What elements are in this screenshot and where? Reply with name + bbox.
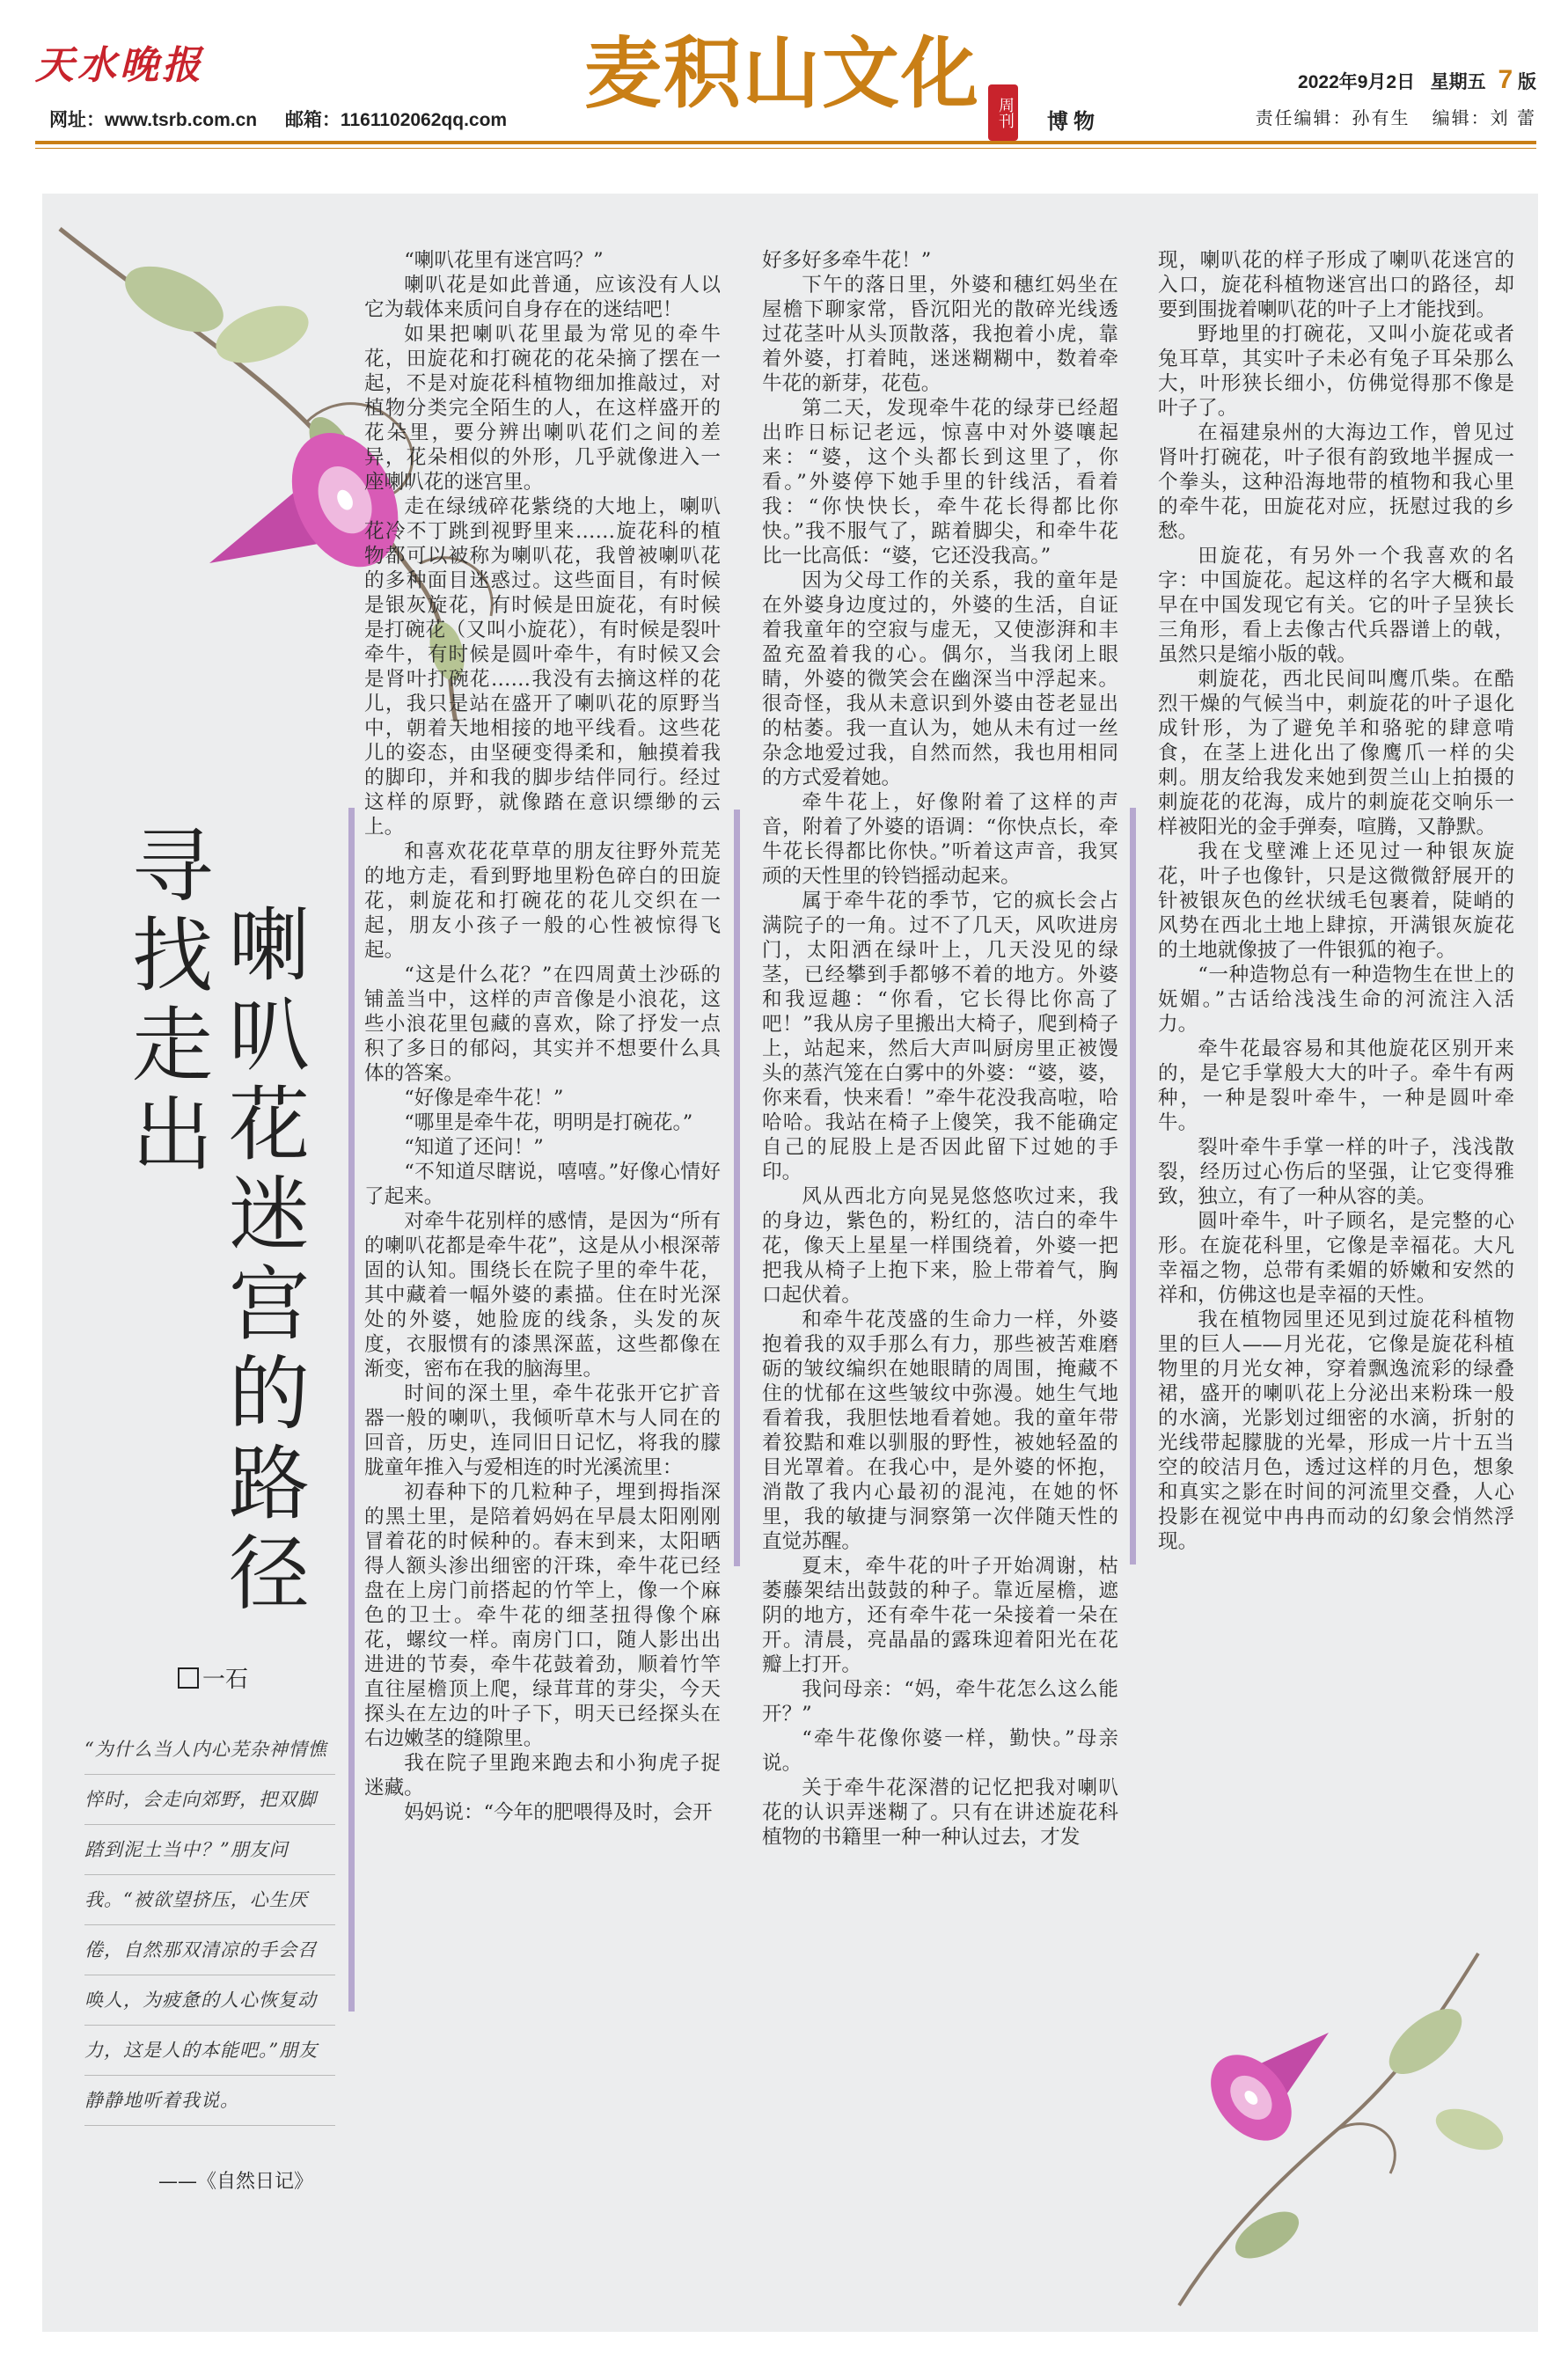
article-paragraph: 夏末，牵牛花的叶子开始凋谢，枯萎藤架结出鼓鼓的种子。靠近屋檐，遮阴的地方，还有牵牛花一朵接着一朵在开。清晨，亮晶晶的露珠迎着阳光在花瓣上打开。: [762, 1555, 1118, 1676]
article-paragraph: “牵牛花像你婆一样，勤快。”母亲说。: [762, 1727, 1118, 1775]
section-title: 麦积山文化: [584, 28, 981, 119]
epigraph-text: “为什么当人内心芜杂神情憔悴时，会走向郊野，把双脚踏到泥土当中？”朋友问我。“被欲望挤压，心生厌倦，自然那双清凉的手会召唤人，为疲惫的人心恢复动力，这是人的本能吧。”朋友静静地听着我说。: [84, 1725, 335, 2126]
article-paragraph: “哪里是牵牛花，明明是打碗花。”: [404, 1111, 693, 1134]
issue-date: 2022年9月2日: [1298, 72, 1416, 92]
article-subtitle: 寻找走出: [119, 823, 213, 1182]
email-label[interactable]: 邮箱：1161102062qq.com: [284, 110, 508, 130]
author-name: 一石: [202, 1667, 249, 1693]
article-paragraph: 我在植物园里还见到过旋花科植物里的巨人——月光花，它像是旋花科植物里的月光女神，穿着飘逸流彩的绿叠裙，盛开的喇叭花上分泌出来粉珠一般的水滴，光影划过细密的水滴，折射的光线带起朦胧的光晕，形成一片十五当空的皎洁月色，透过这样的月色，想象和真实之影在时间的河流里交叠，人心投影在视觉中冉冉而动的幻象会悄然浮现。: [1158, 1308, 1514, 1553]
article-paragraph: 我在院子里跑来跑去和小狗虎子捉迷藏。: [364, 1752, 721, 1799]
article-paragraph: 初春种下的几粒种子，埋到拇指深的黑土里，是陪着妈妈在早晨太阳刚刚冒着花的时候种的。春末到来，太阳晒得人额头渗出细密的汗珠，牵牛花已经盘在上房门前搭起的竹竿上，像一个麻色的卫士。牵牛花的细茎扭得像个麻花，螺纹一样。南房门口，随人影出出进进的节奏，牵牛花鼓着劲，顺着竹竿直往屋檐顶上爬，绿茸茸的芽尖，今天探头在左边的叶子下，明天已经探头在右边嫩茎的缝隙里。: [364, 1481, 721, 1750]
article-paragraph: 下午的落日里，外婆和穗红妈坐在屋檐下聊家常，昏沉阳光的散碎光线透过花茎叶从头顶散落，我抱着小虎，靠着外婆，打着盹，迷迷糊糊中，数着牵牛花的新芽，花苞。: [762, 274, 1118, 395]
article-paragraph: 我问母亲：“妈，牵牛花怎么这么能开？”: [762, 1678, 1118, 1726]
article-title: 喇叭花迷宫的路径: [216, 902, 310, 1620]
article-paragraph: 走在绿绒碎花紫绕的大地上，喇叭花冷不丁跳到视野里来……旋花科的植物都可以被称为喇叭花，我曾被喇叭花的多种面目迷惑过。这些面目，有时候是银灰旋花，有时候是田旋花，有时候是打碗花（又叫小旋花），有时候是裂叶牵牛，有时候是圆叶牵牛，有时候又会是肾叶打碗花……我没有去摘这样的花儿，我只是站在盛开了喇叭花的原野当中，朝着天地相接的地平线看。这些花儿的姿态，由坚硬变得柔和，触摸着我的脚印，并和我的脚步结伴同行。经过这样的原野，就像踏在意识缥缈的云上。: [364, 495, 721, 839]
editor-credits: [1256, 104, 1536, 129]
article-paragraph: 好多好多牵牛花！”: [762, 249, 932, 272]
article-paragraph: 刺旋花，西北民间叫鹰爪柴。在酷烈干燥的气候当中，刺旋花的叶子退化成针形，为了避免羊和骆驼的肆意啃食，在茎上进化出了像鹰爪一样的尖刺。朋友给我发来她到贺兰山上拍摄的刺旋花的花海，成片的刺旋花交响乐一样被阳光的金手弹奏，喧腾，又静默。: [1158, 668, 1514, 839]
article-paragraph: 妈妈说：“今年的肥喂得及时，会开: [404, 1801, 713, 1824]
article-paragraph: “不知道尽瞎说，嘻嘻。”好像心情好了起来。: [364, 1161, 721, 1208]
article-column-3: [1158, 248, 1514, 1554]
issue-weekday: 星期五: [1430, 72, 1486, 92]
morning-glory-illustration-bottom: [1144, 1901, 1531, 2332]
article-paragraph: 和牵牛花茂盛的生命力一样，外婆抱着我的双手那么有力，那些被苦难磨砺的皱纹编织在她眼睛的周围，掩藏不住的忧郁在这些皱纹中弥漫。她生气地看着我，我胆怯地看着她。我的童年带着狡黠和难以驯服的野性，被她轻盈的目光罩着。在我心中，是外婆的怀抱，消散了我内心最初的混沌，在她的怀里，我的敏捷与洞察第一次伴随天性的直觉苏醒。: [762, 1308, 1118, 1553]
author-box-icon: [178, 1667, 199, 1689]
article-paragraph: 时间的深土里，牵牛花张开它扩音器一般的喇叭，我倾听草木与人同在的回音，历史，连同旧日记忆，将我的朦胧童年推入与爱相连的时光溪流里：: [364, 1382, 721, 1479]
article-column-1: [364, 248, 721, 1825]
section-seal: 周刊: [988, 84, 1018, 141]
article-paragraph: 我在戈壁滩上还见过一种银灰旋花，叶子也像针，只是这微微舒展开的针被银灰色的丝状绒毛包裹着，陡峭的风势在西北土地上肆掠，开满银灰旋花的土地就像披了一件银狐的袍子。: [1158, 840, 1514, 962]
article-paragraph: “知道了还问！”: [404, 1136, 544, 1159]
article-paragraph: 裂叶牵牛手掌一样的叶子，浅浅散裂，经历过心伤后的坚强，让它变得雅致，独立，有了一种从容的美。: [1158, 1136, 1514, 1208]
date-line: [1298, 65, 1536, 95]
epigraph-quote: [84, 1725, 335, 2126]
article-paragraph: 野地里的打碗花，又叫小旋花或者兔耳草，其实叶子未必有兔子耳朵那么大，叶形狭长细小，仿佛觉得那不像是叶子了。: [1158, 323, 1514, 420]
website-label[interactable]: 网址：www.tsrb.com.cn: [49, 110, 258, 130]
contact-info: [49, 106, 530, 132]
article-paragraph: 如果把喇叭花里最为常见的牵牛花，田旋花和打碗花的花朵摘了摆在一起，不是对旋花科植物细加推敲过，对植物分类完全陌生的人，在这样盛开的花朵里，要分辨出喇叭花们之间的差异，花朵相似的外形，几乎就像进入一座喇叭花的迷宫里。: [364, 323, 721, 494]
article-author: [178, 1661, 248, 1694]
article-paragraph: 现，喇叭花的样子形成了喇叭花迷宫的入口，旋花科植物迷宫出口的路径，却要到围拢着喇叭花的叶子上才能找到。: [1158, 249, 1514, 321]
article-paragraph: “这是什么花？”在四周黄土沙砾的铺盖当中，这样的声音像是小浪花，这些小浪花里包藏的喜欢，除了抒发一点积了多日的郁闷，其实并不想要什么具体的答案。: [364, 964, 721, 1085]
article-paragraph: 第二天，发现牵牛花的绿芽已经超出昨日标记老远，惊喜中对外婆嚷起来：“婆，这个头都长到这里了，你看。”外婆停下她手里的针线活，看着我：“你快快长，牵牛花长得都比你快。”我不服气了，踮着脚尖，和牵牛花比一比高低：“婆，它还没我高。”: [762, 397, 1118, 568]
column-rule: [734, 810, 740, 1566]
column-rule: [1130, 808, 1136, 1565]
article-paragraph: 喇叭花是如此普通，应该没有人以它为载体来质问自身存在的迷结吧！: [364, 274, 721, 321]
article-paragraph: 风从西北方向晃晃悠悠吹过来，我的身边，紫色的，粉红的，洁白的牵牛花，像天上星星一样围绕着，外婆一把把我从椅子上抱下来，脸上带着气，胸口起伏着。: [762, 1185, 1118, 1307]
column-rule: [348, 808, 355, 2012]
article-paragraph: 属于牵牛花的季节，它的疯长会占满院子的一角。过不了几天，风吹进房门，太阳洒在绿叶上，几天没见的绿茎，已经攀到手都够不着的地方。外婆和我逗趣：“你看，它长得比你高了吧！”我从房子里搬出大椅子，爬到椅子上，站起来，然后大声叫厨房里正被馒头的蒸汽笼在白雾中的外婆：“婆，婆，你来看，快来看！”牵牛花没我高啦，哈哈哈。我站在椅子上傻笑，我不能确定自己的屁股上是否因此留下过她的手印。: [762, 890, 1118, 1184]
page-number: 7: [1498, 65, 1513, 94]
header-divider: [35, 141, 1536, 144]
article-paragraph: 在福建泉州的大海边工作，曾见过肾叶打碗花，叶子很有韵致地半握成一个拳头，这种沿海地带的植物和我心里的牵牛花，田旋花对应，抚慰过我的乡愁。: [1158, 421, 1514, 543]
article-paragraph: 牵牛花上，好像附着了这样的声音，附着了外婆的语调：“你快点长，牵牛花长得都比你快。”听着这声音，我冥顽的天性里的铃铛摇动起来。: [762, 791, 1118, 888]
article-paragraph: 圆叶牵牛，叶子顾名，是完整的心形。在旋花科里，它像是幸福花。大凡幸福之物，总带有柔媚的娇嫩和安然的祥和，仿佛这也是幸福的天性。: [1158, 1210, 1514, 1307]
article-paragraph: 因为父母工作的关系，我的童年是在外婆身边度过的，外婆的生活，自证着我童年的空寂与虚无，又使澎湃和丰盈充盈着我的心。偶尔，当我闭上眼睛，外婆的微笑会在幽深当中浮起来。很奇怪，我从未意识到外婆由苍老显出的枯萎。我一直认为，她从未有过一丝杂念地爱过我，自然而然，我也用相同的方式爱着她。: [762, 569, 1118, 789]
article-paragraph: 牵牛花最容易和其他旋花区别开来的，是它手掌般大大的叶子。牵牛有两种，一种是裂叶牵牛，一种是圆叶牵牛。: [1158, 1037, 1514, 1134]
article-column-2: [762, 248, 1118, 1850]
article-paragraph: 和喜欢花花草草的朋友往野外荒芜的地方走，看到野地里粉色碎白的田旋花，刺旋花和打碗花的花儿交织在一起，朋友小孩子一般的心性被惊得飞起。: [364, 840, 721, 962]
article-paragraph: 对牵牛花别样的感情，是因为“所有的喇叭花都是牵牛花”，这是从小根深蒂固的认知。围绕长在院子里的牵牛花，其中藏着一幅外婆的素描。住在时光深处的外婆，她脸庞的线条，头发的灰度，衣服惯有的漆黑深蓝，这些都像在渐变，密布在我的脑海里。: [364, 1210, 721, 1381]
page-suffix: 版: [1518, 72, 1536, 92]
epigraph-source: ——《自然日记》: [158, 2171, 314, 2193]
article-paragraph: 田旋花，有另外一个我喜欢的名字：中国旋花。起这样的名字大概和最早在中国发现它有关。它的叶子呈狭长三角形，看上去像古代兵器谱上的戟，虽然只是缩小版的戟。: [1158, 545, 1514, 666]
editor: 编辑：刘 蕾: [1432, 107, 1536, 128]
editor-in-charge: 责任编辑：孙有生: [1255, 107, 1410, 128]
article-paragraph: “一种造物总有一种造物生在世上的妩媚。”古话给浅浅生命的河流注入活力。: [1158, 964, 1514, 1036]
article-paragraph: “好像是牵牛花！”: [404, 1087, 564, 1110]
newspaper-masthead: 天水晚报: [35, 43, 204, 88]
article-paragraph: 关于牵牛花深潜的记忆把我对喇叭花的认识弄迷糊了。只有在讲述旋花科植物的书籍里一种一种认过去，才发: [762, 1777, 1118, 1849]
section-subtitle: 博物: [1047, 108, 1100, 134]
article-paragraph: “喇叭花里有迷宫吗？”: [404, 249, 604, 272]
header-divider-thin: [35, 148, 1536, 149]
